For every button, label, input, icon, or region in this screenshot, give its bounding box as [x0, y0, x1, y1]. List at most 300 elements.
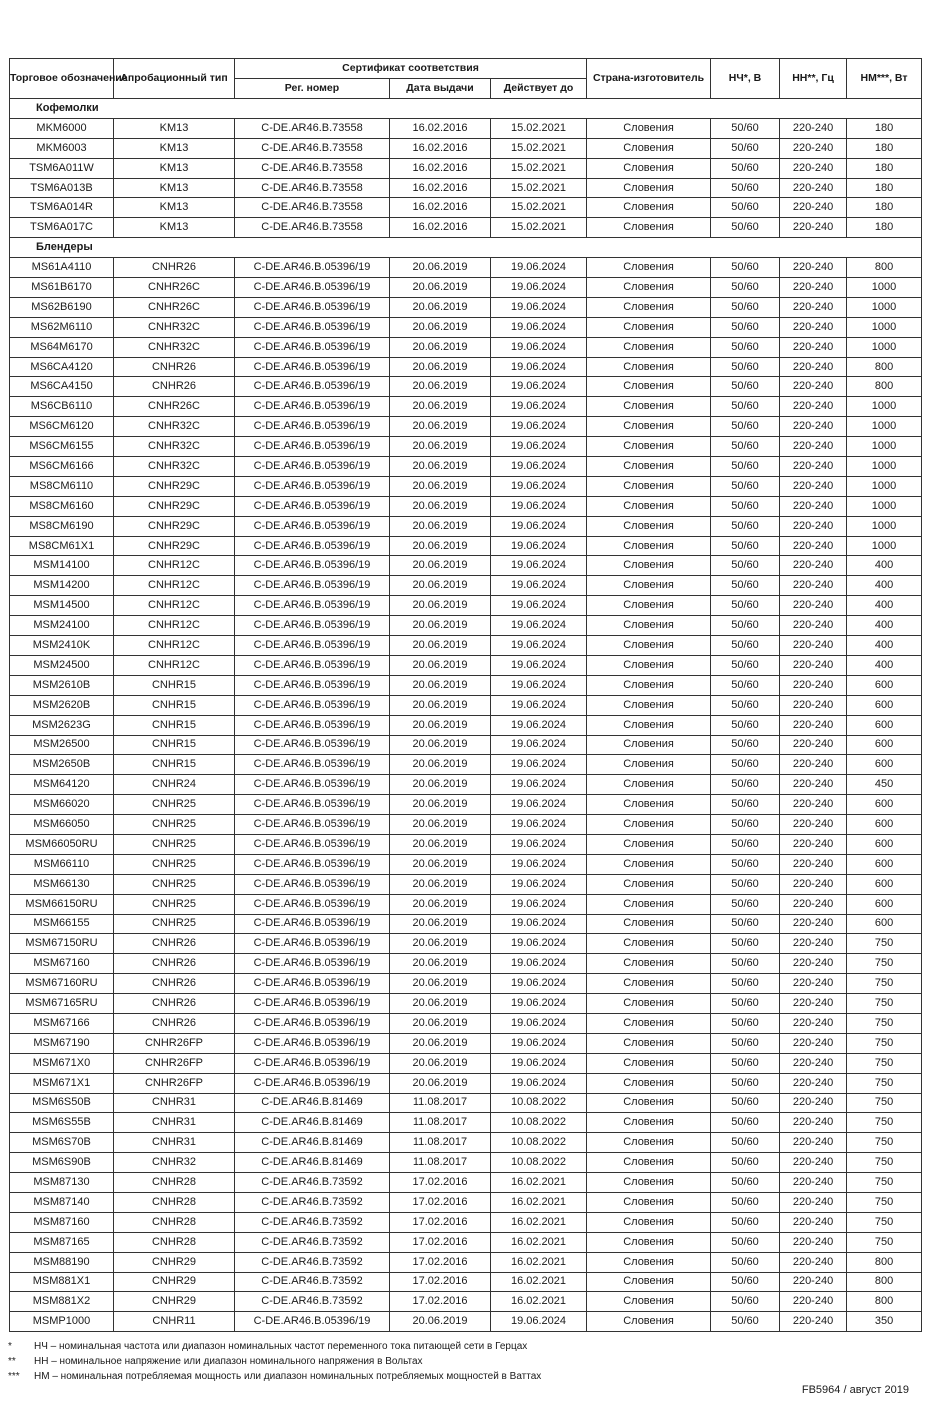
cell-frequency: 50/60: [711, 974, 780, 994]
cell-approval-type: CNHR29: [114, 1272, 235, 1292]
cell-power: 800: [847, 1292, 922, 1312]
cell-approval-type: CNHR26C: [114, 297, 235, 317]
cell-country: Словения: [587, 655, 711, 675]
cell-valid-until: 16.02.2021: [491, 1252, 587, 1272]
cell-power: 400: [847, 556, 922, 576]
cell-issue-date: 20.06.2019: [390, 576, 491, 596]
cell-frequency: 50/60: [711, 755, 780, 775]
cell-approval-type: CNHR26C: [114, 397, 235, 417]
cell-power: 750: [847, 934, 922, 954]
table-row: [10, 1173, 922, 1193]
cell-reg-number: C-DE.AR46.B.05396/19: [235, 795, 390, 815]
table-row: [10, 357, 922, 377]
cell-power: 350: [847, 1312, 922, 1332]
cell-country: Словения: [587, 1153, 711, 1173]
cell-voltage: 220-240: [780, 138, 847, 158]
section-row: [10, 238, 922, 258]
cell-issue-date: 20.06.2019: [390, 695, 491, 715]
cell-issue-date: 11.08.2017: [390, 1093, 491, 1113]
cell-approval-type: KM13: [114, 158, 235, 178]
cell-power: 180: [847, 138, 922, 158]
cell-trade-name: MSM24100: [10, 616, 114, 636]
cell-reg-number: C-DE.AR46.B.05396/19: [235, 357, 390, 377]
cell-approval-type: KM13: [114, 218, 235, 238]
cell-country: Словения: [587, 1232, 711, 1252]
cell-frequency: 50/60: [711, 834, 780, 854]
cell-reg-number: C-DE.AR46.B.05396/19: [235, 1033, 390, 1053]
cell-approval-type: CNHR32C: [114, 437, 235, 457]
table-row: [10, 1272, 922, 1292]
cell-trade-name: MSM87160: [10, 1212, 114, 1232]
cell-valid-until: 15.02.2021: [491, 178, 587, 198]
cell-frequency: 50/60: [711, 1252, 780, 1272]
cell-trade-name: MSM87140: [10, 1192, 114, 1212]
cell-approval-type: CNHR26: [114, 357, 235, 377]
cell-reg-number: C-DE.AR46.B.05396/19: [235, 516, 390, 536]
cell-issue-date: 20.06.2019: [390, 496, 491, 516]
cell-issue-date: 16.02.2016: [390, 198, 491, 218]
cell-valid-until: 19.06.2024: [491, 317, 587, 337]
cell-power: 600: [847, 874, 922, 894]
cell-voltage: 220-240: [780, 1312, 847, 1332]
cell-issue-date: 16.02.2016: [390, 138, 491, 158]
cell-approval-type: CNHR28: [114, 1192, 235, 1212]
table-row: [10, 377, 922, 397]
cell-country: Словения: [587, 755, 711, 775]
cell-valid-until: 19.06.2024: [491, 795, 587, 815]
cell-approval-type: CNHR12C: [114, 655, 235, 675]
cell-reg-number: C-DE.AR46.B.05396/19: [235, 536, 390, 556]
cell-trade-name: MSM67166: [10, 1013, 114, 1033]
cell-country: Словения: [587, 1133, 711, 1153]
cell-voltage: 220-240: [780, 337, 847, 357]
footnote-mark: ***: [8, 1371, 20, 1382]
cell-issue-date: 20.06.2019: [390, 994, 491, 1014]
cell-trade-name: MS62B6190: [10, 297, 114, 317]
cell-voltage: 220-240: [780, 1212, 847, 1232]
cell-valid-until: 15.02.2021: [491, 158, 587, 178]
cell-valid-until: 19.06.2024: [491, 337, 587, 357]
cell-reg-number: C-DE.AR46.B.05396/19: [235, 337, 390, 357]
cell-country: Словения: [587, 397, 711, 417]
cell-issue-date: 20.06.2019: [390, 1053, 491, 1073]
cell-country: Словения: [587, 1093, 711, 1113]
header-country: Страна-изготовитель: [587, 59, 711, 99]
cell-approval-type: CNHR26: [114, 954, 235, 974]
table-body: [10, 99, 922, 1332]
cell-power: 750: [847, 1013, 922, 1033]
cell-approval-type: KM13: [114, 118, 235, 138]
cell-reg-number: C-DE.AR46.B.05396/19: [235, 476, 390, 496]
cell-trade-name: TSM6A014R: [10, 198, 114, 218]
document-code: FB5964 / август 2019: [801, 1384, 909, 1396]
cell-power: 600: [847, 795, 922, 815]
cell-voltage: 220-240: [780, 1153, 847, 1173]
cell-issue-date: 20.06.2019: [390, 775, 491, 795]
cell-reg-number: C-DE.AR46.B.05396/19: [235, 775, 390, 795]
cell-voltage: 220-240: [780, 158, 847, 178]
cell-valid-until: 16.02.2021: [491, 1232, 587, 1252]
cell-issue-date: 16.02.2016: [390, 118, 491, 138]
cell-voltage: 220-240: [780, 675, 847, 695]
cell-trade-name: MSM2623G: [10, 715, 114, 735]
cell-approval-type: CNHR26C: [114, 278, 235, 298]
cell-reg-number: C-DE.AR46.B.73558: [235, 198, 390, 218]
cell-trade-name: MSM64120: [10, 775, 114, 795]
cell-frequency: 50/60: [711, 118, 780, 138]
cell-voltage: 220-240: [780, 1053, 847, 1073]
cell-frequency: 50/60: [711, 715, 780, 735]
footnote: [8, 1339, 541, 1354]
cell-country: Словения: [587, 536, 711, 556]
cell-country: Словения: [587, 1013, 711, 1033]
cell-country: Словения: [587, 198, 711, 218]
cell-country: Словения: [587, 854, 711, 874]
cell-issue-date: 17.02.2016: [390, 1252, 491, 1272]
cell-frequency: 50/60: [711, 218, 780, 238]
table-row: [10, 138, 922, 158]
cell-power: 180: [847, 198, 922, 218]
cell-voltage: 220-240: [780, 1033, 847, 1053]
cell-issue-date: 20.06.2019: [390, 317, 491, 337]
cell-frequency: 50/60: [711, 457, 780, 477]
cell-valid-until: 19.06.2024: [491, 954, 587, 974]
cell-approval-type: CNHR25: [114, 894, 235, 914]
cell-issue-date: 16.02.2016: [390, 218, 491, 238]
cell-frequency: 50/60: [711, 636, 780, 656]
cell-voltage: 220-240: [780, 178, 847, 198]
cell-valid-until: 19.06.2024: [491, 278, 587, 298]
cell-reg-number: C-DE.AR46.B.05396/19: [235, 596, 390, 616]
cell-approval-type: CNHR15: [114, 715, 235, 735]
cell-trade-name: MS61B6170: [10, 278, 114, 298]
cell-approval-type: KM13: [114, 178, 235, 198]
cell-country: Словения: [587, 1292, 711, 1312]
cell-approval-type: KM13: [114, 198, 235, 218]
cell-valid-until: 10.08.2022: [491, 1113, 587, 1133]
table-row: [10, 1153, 922, 1173]
cell-frequency: 50/60: [711, 815, 780, 835]
cell-issue-date: 20.06.2019: [390, 755, 491, 775]
cell-voltage: 220-240: [780, 715, 847, 735]
cell-frequency: 50/60: [711, 934, 780, 954]
cell-power: 800: [847, 258, 922, 278]
cell-reg-number: C-DE.AR46.B.05396/19: [235, 417, 390, 437]
table-row: [10, 218, 922, 238]
cell-power: 400: [847, 576, 922, 596]
cell-voltage: 220-240: [780, 894, 847, 914]
cell-voltage: 220-240: [780, 1192, 847, 1212]
cell-power: 600: [847, 914, 922, 934]
cell-valid-until: 19.06.2024: [491, 297, 587, 317]
table-row: [10, 437, 922, 457]
cell-power: 1000: [847, 278, 922, 298]
cell-approval-type: CNHR26: [114, 974, 235, 994]
cell-trade-name: MSM671X0: [10, 1053, 114, 1073]
table-row: [10, 1053, 922, 1073]
cell-valid-until: 19.06.2024: [491, 258, 587, 278]
cell-trade-name: MSM67160: [10, 954, 114, 974]
cell-country: Словения: [587, 496, 711, 516]
cell-approval-type: CNHR29: [114, 1292, 235, 1312]
cell-issue-date: 20.06.2019: [390, 894, 491, 914]
cell-frequency: 50/60: [711, 297, 780, 317]
cell-voltage: 220-240: [780, 437, 847, 457]
cell-voltage: 220-240: [780, 974, 847, 994]
cell-frequency: 50/60: [711, 1033, 780, 1053]
cell-reg-number: C-DE.AR46.B.73592: [235, 1252, 390, 1272]
cell-power: 750: [847, 954, 922, 974]
cell-frequency: 50/60: [711, 437, 780, 457]
cell-voltage: 220-240: [780, 695, 847, 715]
cell-frequency: 50/60: [711, 1153, 780, 1173]
table-row: [10, 795, 922, 815]
table-row: [10, 297, 922, 317]
cell-trade-name: MSM671X1: [10, 1073, 114, 1093]
cell-power: 750: [847, 1053, 922, 1073]
cell-issue-date: 16.02.2016: [390, 178, 491, 198]
cell-country: Словения: [587, 357, 711, 377]
cell-trade-name: MSM24500: [10, 655, 114, 675]
cell-issue-date: 20.06.2019: [390, 854, 491, 874]
cell-voltage: 220-240: [780, 496, 847, 516]
cell-power: 800: [847, 377, 922, 397]
table-row: [10, 536, 922, 556]
cell-country: Словения: [587, 675, 711, 695]
cell-country: Словения: [587, 934, 711, 954]
cell-issue-date: 11.08.2017: [390, 1113, 491, 1133]
cell-country: Словения: [587, 715, 711, 735]
cell-power: 600: [847, 715, 922, 735]
cell-valid-until: 15.02.2021: [491, 198, 587, 218]
table-row: [10, 178, 922, 198]
cell-power: 180: [847, 218, 922, 238]
cell-approval-type: CNHR26FP: [114, 1033, 235, 1053]
cell-frequency: 50/60: [711, 417, 780, 437]
cell-valid-until: 19.06.2024: [491, 854, 587, 874]
cell-approval-type: CNHR32C: [114, 457, 235, 477]
cell-valid-until: 19.06.2024: [491, 357, 587, 377]
cell-country: Словения: [587, 636, 711, 656]
cell-approval-type: CNHR12C: [114, 616, 235, 636]
cell-issue-date: 20.06.2019: [390, 278, 491, 298]
cell-frequency: 50/60: [711, 1073, 780, 1093]
cell-trade-name: MKM6000: [10, 118, 114, 138]
cell-reg-number: C-DE.AR46.B.73592: [235, 1232, 390, 1252]
cell-country: Словения: [587, 457, 711, 477]
cell-power: 800: [847, 1272, 922, 1292]
cell-trade-name: MSM2610B: [10, 675, 114, 695]
cell-frequency: 50/60: [711, 278, 780, 298]
table-row: [10, 755, 922, 775]
cell-trade-name: MSM87130: [10, 1173, 114, 1193]
cell-valid-until: 19.06.2024: [491, 775, 587, 795]
cell-frequency: 50/60: [711, 1133, 780, 1153]
cell-reg-number: C-DE.AR46.B.05396/19: [235, 278, 390, 298]
footnote-text: НН – номинальное напряжение или диапазон номинального напряжения в Вольтах: [34, 1356, 423, 1367]
cell-issue-date: 20.06.2019: [390, 795, 491, 815]
cell-reg-number: C-DE.AR46.B.73592: [235, 1292, 390, 1312]
cell-voltage: 220-240: [780, 317, 847, 337]
cell-issue-date: 20.06.2019: [390, 934, 491, 954]
cell-trade-name: MS64M6170: [10, 337, 114, 357]
cell-trade-name: MSM6S90B: [10, 1153, 114, 1173]
cell-approval-type: CNHR25: [114, 914, 235, 934]
footnote-mark: **: [8, 1356, 16, 1367]
cell-approval-type: CNHR25: [114, 854, 235, 874]
table-row: [10, 675, 922, 695]
table-row: [10, 476, 922, 496]
cell-voltage: 220-240: [780, 1013, 847, 1033]
cell-country: Словения: [587, 974, 711, 994]
cell-approval-type: CNHR26FP: [114, 1073, 235, 1093]
cell-trade-name: MSM66020: [10, 795, 114, 815]
certificate-table: [9, 58, 922, 1332]
cell-country: Словения: [587, 1252, 711, 1272]
cell-voltage: 220-240: [780, 596, 847, 616]
cell-voltage: 220-240: [780, 1272, 847, 1292]
cell-valid-until: 19.06.2024: [491, 715, 587, 735]
cell-power: 600: [847, 675, 922, 695]
cell-reg-number: C-DE.AR46.B.05396/19: [235, 437, 390, 457]
table-row: [10, 854, 922, 874]
cell-issue-date: 20.06.2019: [390, 974, 491, 994]
cell-approval-type: CNHR32C: [114, 337, 235, 357]
table-row: [10, 1292, 922, 1312]
cell-valid-until: 10.08.2022: [491, 1133, 587, 1153]
cell-power: 1000: [847, 516, 922, 536]
cell-reg-number: C-DE.AR46.B.05396/19: [235, 834, 390, 854]
cell-frequency: 50/60: [711, 158, 780, 178]
table-row: [10, 1113, 922, 1133]
cell-approval-type: CNHR29C: [114, 536, 235, 556]
cell-reg-number: C-DE.AR46.B.05396/19: [235, 317, 390, 337]
cell-valid-until: 19.06.2024: [491, 1312, 587, 1332]
cell-reg-number: C-DE.AR46.B.81469: [235, 1153, 390, 1173]
cell-frequency: 50/60: [711, 178, 780, 198]
cell-frequency: 50/60: [711, 337, 780, 357]
cell-voltage: 220-240: [780, 934, 847, 954]
cell-country: Словения: [587, 218, 711, 238]
cell-trade-name: MSM67150RU: [10, 934, 114, 954]
cell-reg-number: C-DE.AR46.B.05396/19: [235, 1312, 390, 1332]
table-row: [10, 596, 922, 616]
cell-trade-name: TSM6A013B: [10, 178, 114, 198]
cell-issue-date: 11.08.2017: [390, 1133, 491, 1153]
cell-power: 750: [847, 1073, 922, 1093]
cell-issue-date: 20.06.2019: [390, 616, 491, 636]
cell-frequency: 50/60: [711, 1272, 780, 1292]
cell-approval-type: CNHR25: [114, 874, 235, 894]
cell-frequency: 50/60: [711, 1312, 780, 1332]
cell-voltage: 220-240: [780, 735, 847, 755]
cell-valid-until: 19.06.2024: [491, 397, 587, 417]
cell-trade-name: TSM6A017C: [10, 218, 114, 238]
table-row: [10, 1133, 922, 1153]
table-row: [10, 158, 922, 178]
cell-power: 600: [847, 815, 922, 835]
footnote-text: НЧ – номинальная частота или диапазон номинальных частот переменного тока питающей сети в Герцах: [34, 1341, 528, 1352]
cell-trade-name: TSM6A011W: [10, 158, 114, 178]
table-row: [10, 118, 922, 138]
cell-country: Словения: [587, 1312, 711, 1332]
cell-reg-number: C-DE.AR46.B.05396/19: [235, 655, 390, 675]
cell-voltage: 220-240: [780, 218, 847, 238]
cell-voltage: 220-240: [780, 616, 847, 636]
cell-trade-name: MSM881X2: [10, 1292, 114, 1312]
cell-valid-until: 19.06.2024: [491, 536, 587, 556]
cell-country: Словения: [587, 576, 711, 596]
cell-voltage: 220-240: [780, 815, 847, 835]
cell-frequency: 50/60: [711, 1013, 780, 1033]
cell-reg-number: C-DE.AR46.B.05396/19: [235, 377, 390, 397]
cell-reg-number: C-DE.AR46.B.05396/19: [235, 616, 390, 636]
cell-power: 750: [847, 1153, 922, 1173]
cell-trade-name: MSM2650B: [10, 755, 114, 775]
cell-reg-number: C-DE.AR46.B.05396/19: [235, 755, 390, 775]
cell-trade-name: MS6CA4150: [10, 377, 114, 397]
table-row: [10, 496, 922, 516]
table-row: [10, 636, 922, 656]
cell-trade-name: MSM66050: [10, 815, 114, 835]
cell-country: Словения: [587, 297, 711, 317]
table-row: [10, 317, 922, 337]
table-row: [10, 576, 922, 596]
table-row: [10, 1073, 922, 1093]
cell-voltage: 220-240: [780, 198, 847, 218]
cell-reg-number: C-DE.AR46.B.05396/19: [235, 1073, 390, 1093]
cell-frequency: 50/60: [711, 735, 780, 755]
cell-voltage: 220-240: [780, 536, 847, 556]
cell-issue-date: 20.06.2019: [390, 357, 491, 377]
cell-frequency: 50/60: [711, 1113, 780, 1133]
table-row: [10, 1093, 922, 1113]
table-row: [10, 994, 922, 1014]
table-row: [10, 1033, 922, 1053]
cell-approval-type: CNHR15: [114, 735, 235, 755]
cell-voltage: 220-240: [780, 874, 847, 894]
cell-valid-until: 16.02.2021: [491, 1212, 587, 1232]
cell-reg-number: C-DE.AR46.B.73592: [235, 1173, 390, 1193]
cell-trade-name: MSM66155: [10, 914, 114, 934]
cell-power: 1000: [847, 437, 922, 457]
cell-reg-number: C-DE.AR46.B.05396/19: [235, 854, 390, 874]
section-title: Кофемолки: [10, 99, 922, 119]
cell-trade-name: MSM2410K: [10, 636, 114, 656]
cell-voltage: 220-240: [780, 636, 847, 656]
cell-reg-number: C-DE.AR46.B.81469: [235, 1133, 390, 1153]
table-row: [10, 397, 922, 417]
cell-power: 800: [847, 1252, 922, 1272]
cell-valid-until: 19.06.2024: [491, 616, 587, 636]
table-row: [10, 1312, 922, 1332]
section-row: [10, 99, 922, 119]
cell-valid-until: 19.06.2024: [491, 815, 587, 835]
cell-issue-date: 11.08.2017: [390, 1153, 491, 1173]
table-row: [10, 516, 922, 536]
table-row: [10, 974, 922, 994]
cell-reg-number: C-DE.AR46.B.05396/19: [235, 1013, 390, 1033]
cell-country: Словения: [587, 516, 711, 536]
cell-country: Словения: [587, 735, 711, 755]
cell-valid-until: 10.08.2022: [491, 1153, 587, 1173]
cell-issue-date: 20.06.2019: [390, 954, 491, 974]
cell-frequency: 50/60: [711, 397, 780, 417]
cell-reg-number: C-DE.AR46.B.73592: [235, 1192, 390, 1212]
cell-approval-type: CNHR24: [114, 775, 235, 795]
cell-voltage: 220-240: [780, 1093, 847, 1113]
cell-country: Словения: [587, 874, 711, 894]
